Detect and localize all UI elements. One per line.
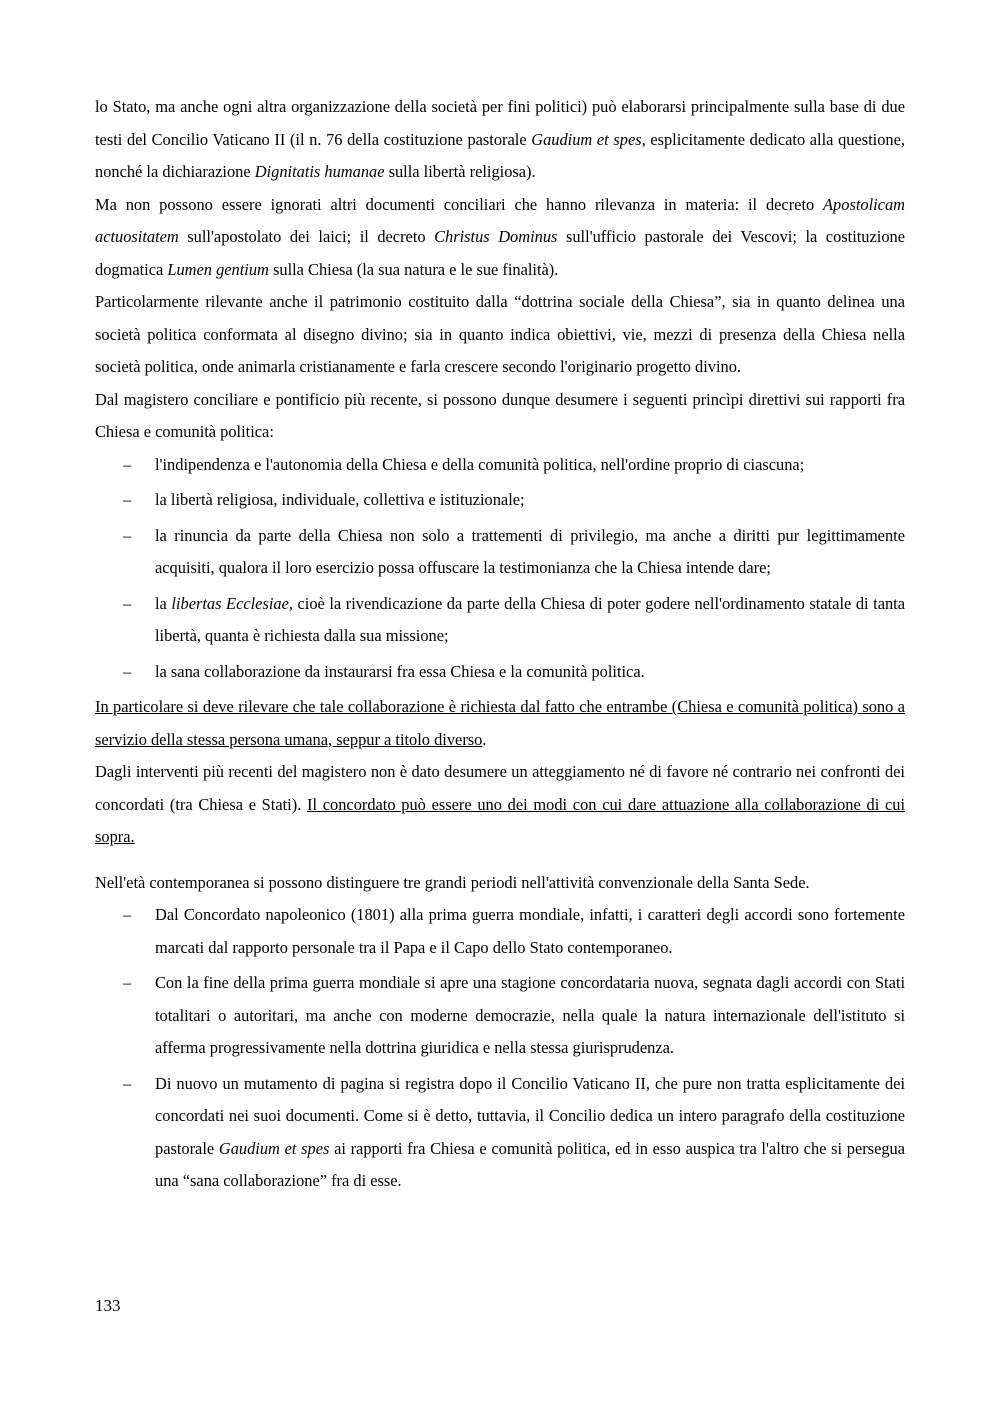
list-item — [95, 484, 905, 517]
page-body — [95, 91, 905, 1201]
list-item-text: la libertà religiosa, individuale, collettiva e istituzionale; — [155, 490, 525, 509]
list-item — [95, 588, 905, 653]
paragraph-vatican-texts — [95, 91, 905, 189]
italic-title: Apostolicam actuositatem — [95, 194, 905, 246]
paragraph-principles-intro: Dal magistero conciliare e pontificio più recente, si possono dunque desumere i seguenti princìpi direttivi sui rapporti fra Chiesa e comunità politica: — [95, 389, 905, 441]
list-item-text: Di nuovo un mutamento di pagina si registra dopo il Concilio Vaticano II, che pure non tratta esplicitamente dei concordati nei suoi documenti. Come si è detto, tuttavia, il Concilio dedica un intero paragrafo della costituzione pastorale — [155, 1073, 905, 1158]
text-run: sull'ufficio pastorale dei Vescovi; la costituzione dogmatica — [95, 227, 906, 279]
text-run: Ma non possono essere ignorati altri documenti conciliari che hanno rilevanza in materia: il decreto — [95, 194, 824, 214]
dash-bullet: – — [123, 454, 132, 474]
paragraph-three-periods: Nell'età contemporanea si possono distinguere tre grandi periodi nell'attività convenzionale della Santa Sede. — [95, 872, 810, 892]
list-item — [95, 1068, 905, 1198]
text-run: sulla libertà religiosa). — [384, 162, 536, 181]
periods-list — [95, 899, 905, 1198]
list-item — [95, 656, 905, 689]
page-number: 133 — [95, 1296, 121, 1315]
principles-list — [95, 449, 905, 689]
list-item-text: la rinuncia da parte della Chiesa non solo a trattementi di privilegio, ma anche a diritti pur legittimamente acquisiti, qualora il loro esercizio possa offuscare la testimonianza che la Chiesa intende dare; — [155, 525, 905, 577]
dash-bullet: – — [123, 661, 132, 681]
list-item-text: Con la fine della prima guerra mondiale si apre una stagione concordataria nuova, segnata dagli accordi con Stati totalitari o autoritari, ma anche con moderne democrazie, nella quale la natura internazionale dell'istituto si afferma progressivamente nella dottrina giuridica e nella stessa giurisprudenza. — [155, 973, 905, 1057]
list-item-text: ai rapporti fra Chiesa e comunità politica, ed in esso auspica tra l'altro che si persegua una “sana collaborazione” fra di esse. — [155, 1138, 906, 1190]
dash-bullet: – — [123, 593, 132, 613]
list-item-text: l'indipendenza e l'autonomia della Chiesa e della comunità politica, nell'ordine proprio di ciascuna; — [155, 454, 805, 474]
list-item-text: la — [155, 593, 172, 613]
dash-bullet: – — [123, 973, 132, 992]
underlined-text: In particolare si deve rilevare che tale collaborazione è richiesta dal fatto che entrambe (Chiesa e comunità politica) sono a servizio della stessa persona umana, seppur a titolo diverso — [95, 697, 905, 749]
text-run: sulla Chiesa (la sua natura e le sue finalità). — [268, 259, 559, 279]
list-item — [95, 449, 905, 482]
underlined-text: Il concordato può essere uno dei modi con cui dare attuazione alla collaborazione di cui sopra. — [95, 794, 905, 846]
list-item-text: la sana collaborazione da instaurarsi fra essa Chiesa e la comunità politica. — [155, 661, 645, 681]
list-item — [95, 967, 905, 1065]
text-run: Dagli interventi più recenti del magistero non è dato desumere un atteggiamento né di favore né contrario nei confronti dei concordati (tra Chiesa e Stati). — [95, 762, 905, 814]
italic-title: Dignitatis humanae — [254, 162, 385, 181]
italic-title: Lumen gentium — [167, 259, 269, 279]
dash-bullet: – — [123, 1073, 132, 1093]
text-run: lo Stato, ma anche ogni altra organizzazione della società per fini politici) può elaborarsi principalmente sulla base di due testi del Concilio Vaticano II (il n. 76 della costituzione pastorale — [95, 97, 905, 149]
list-item-text: , cioè la rivendicazione da parte della Chiesa di poter godere nell'ordinamento statale di tanta libertà, quanta è richiesta dalla sua missione; — [155, 593, 905, 645]
italic-term: libertas Ecclesiae — [171, 593, 289, 613]
text-run: sull'apostolato dei laici; il decreto — [178, 227, 435, 246]
paragraph-other-documents — [95, 189, 905, 287]
dash-bullet: – — [123, 525, 132, 545]
dash-bullet: – — [123, 905, 132, 924]
italic-title: Christus Dominus — [434, 227, 558, 246]
italic-title: Gaudium et spes — [218, 1138, 330, 1158]
paragraph-social-doctrine: Particolarmente rilevante anche il patrimonio costituito dalla “dottrina sociale della Chiesa”, sia in quanto delinea una società politica conformata al disegno divino; sia in quanto indica obiettivi, vie, mezzi di presenza della Chiesa nella società politica, onde animarla cristianamente e farla crescere secondo l'originario progetto divino. — [95, 292, 905, 376]
list-item-text: Dal Concordato napoleonico (1801) alla prima guerra mondiale, infatti, i caratteri degli accordi sono fortemente marcati dal rapporto personale tra il Papa e il Capo dello Stato contemporaneo. — [155, 905, 905, 957]
text-run: , esplicitamente dedicato alla questione, nonché la dichiarazione — [95, 129, 905, 181]
dash-bullet: – — [123, 490, 132, 509]
italic-title: Gaudium et spes — [531, 129, 642, 149]
paragraph-collaboration — [95, 691, 905, 756]
paragraph-concordats — [95, 756, 905, 854]
list-item — [95, 520, 905, 585]
list-item — [95, 899, 905, 964]
text-run: . — [482, 729, 487, 749]
